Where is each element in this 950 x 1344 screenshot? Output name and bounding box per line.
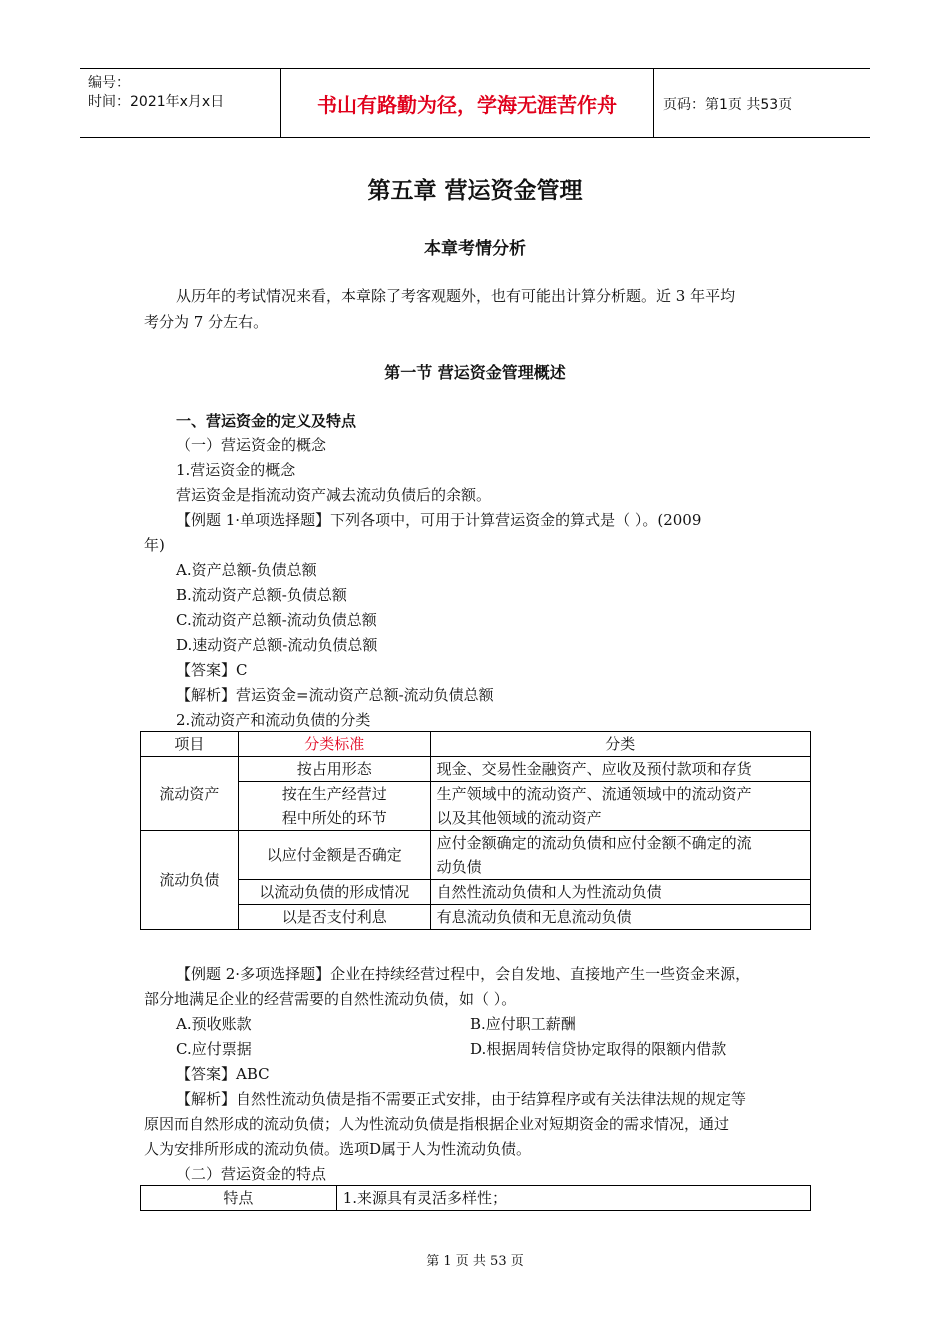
current-liabilities-cell: 流动负债: [141, 831, 239, 930]
example2-option-c: C.应付票据: [176, 1040, 252, 1058]
category-line: 生产领域中的流动资产、流通领域中的流动资产: [436, 785, 752, 803]
part1-heading: 一、营运资金的定义及特点: [176, 412, 357, 430]
page-footer: 第 1 页 共 53 页: [426, 1254, 524, 1269]
features-content-cell: 1.来源具有灵活多样性；: [336, 1186, 810, 1211]
sub2-heading: （二）营运资金的特点: [176, 1165, 327, 1183]
header-motto: 书山有路勤为径，学海无涯苦作舟: [280, 69, 654, 137]
standard-cell: 以应付金额是否确定: [238, 831, 430, 880]
analysis-title: 本章考情分析: [424, 239, 526, 259]
example1-option-c: C.流动资产总额-流动负债总额: [176, 611, 377, 629]
standard-cell: [238, 782, 430, 831]
item1-heading: 1.营运资金的概念: [176, 461, 296, 479]
standard-cell: 以是否支付利息: [238, 905, 430, 930]
example1-option-d: D.速动资产总额-流动负债总额: [176, 636, 378, 654]
category-cell: [430, 782, 810, 831]
header-page-info: 页码：第1页 共53页: [663, 97, 793, 113]
table-row: [141, 880, 811, 905]
category-line: 以及其他领域的流动资产: [436, 809, 602, 827]
example2-question-line1: 【例题 2·多项选择题】企业在持续经营过程中，会自发地、直接地产生一些资金来源，: [176, 965, 751, 983]
standard-cell: 按占用形态: [238, 757, 430, 782]
section-title: 第一节 营运资金管理概述: [384, 363, 566, 382]
example2-option-d: D.根据周转信贷协定取得的限额内借款: [470, 1040, 727, 1058]
example2-option-b: B.应付职工薪酬: [470, 1015, 576, 1033]
header-cell-category: 分类: [430, 732, 810, 757]
doc-date-label: 时间：2021年x月x日: [88, 94, 225, 110]
example1-answer: 【答案】C: [176, 661, 248, 679]
features-label-cell: 特点: [141, 1186, 337, 1211]
example2-explanation-line1: 【解析】自然性流动负债是指不需要正式安排，由于结算程序或有关法律法规的规定等: [176, 1090, 747, 1108]
standard-cell: 以流动负债的形成情况: [238, 880, 430, 905]
category-line: 动负债: [436, 858, 482, 876]
doc-number-label: 编号：: [88, 75, 130, 91]
category-cell: 现金、交易性金融资产、应收及预付款项和存货: [430, 757, 810, 782]
header-cell-standard: 分类标准: [238, 732, 430, 757]
table-row: [141, 1186, 811, 1211]
header-cell-item: 项目: [141, 732, 239, 757]
page-header: [80, 68, 870, 138]
header-meta: [80, 69, 280, 137]
category-line: 应付金额确定的流动负债和应付金额不确定的流: [436, 834, 752, 852]
sub1-heading: （一）营运资金的概念: [176, 436, 327, 454]
example1-question-line1: 【例题 1·单项选择题】下列各项中，可用于计算营运资金的算式是（ ）。(2009: [176, 511, 702, 529]
example2-question-line2: 部分地满足企业的经营需要的自然性流动负债，如（ ）。: [144, 990, 517, 1008]
example2-explanation-line2: 原因而自然形成的流动负债；人为性流动负债是指根据企业对短期资金的需求情况，通过: [144, 1115, 730, 1133]
example1-explanation: 【解析】营运资金=流动资产总额-流动负债总额: [176, 686, 494, 704]
example1-question-line2: 年): [144, 536, 165, 554]
analysis-paragraph-line2: 考分为 7 分左右。: [144, 313, 269, 331]
standard-line: 程中所处的环节: [281, 809, 387, 827]
features-table: [140, 1185, 811, 1211]
example2-option-a: A.预收账款: [176, 1015, 252, 1033]
analysis-paragraph-line1: 从历年的考试情况来看，本章除了考客观题外，也有可能出计算分析题。近 3 年平均: [176, 287, 736, 305]
definition-text: 营运资金是指流动资产减去流动负债后的余额。: [176, 486, 492, 504]
table-row: [141, 757, 811, 782]
example2-answer: 【答案】ABC: [176, 1065, 270, 1083]
example1-option-a: A.资产总额-负债总额: [176, 561, 317, 579]
item2-heading: 2.流动资产和流动负债的分类: [176, 711, 371, 729]
table-header-row: [141, 732, 811, 757]
chapter-title: 第五章 营运资金管理: [367, 178, 583, 204]
category-cell: 有息流动负债和无息流动负债: [430, 905, 810, 930]
category-cell: 自然性流动负债和人为性流动负债: [430, 880, 810, 905]
classification-table: [140, 731, 811, 930]
standard-line: 按在生产经营过: [281, 785, 387, 803]
example2-explanation-line3: 人为安排所形成的流动负债。选项D属于人为性流动负债。: [144, 1140, 532, 1158]
current-assets-cell: 流动资产: [141, 757, 239, 831]
table-row: [141, 782, 811, 831]
category-cell: [430, 831, 810, 880]
table-row: [141, 831, 811, 880]
example1-option-b: B.流动资产总额-负债总额: [176, 586, 347, 604]
table-row: [141, 905, 811, 930]
